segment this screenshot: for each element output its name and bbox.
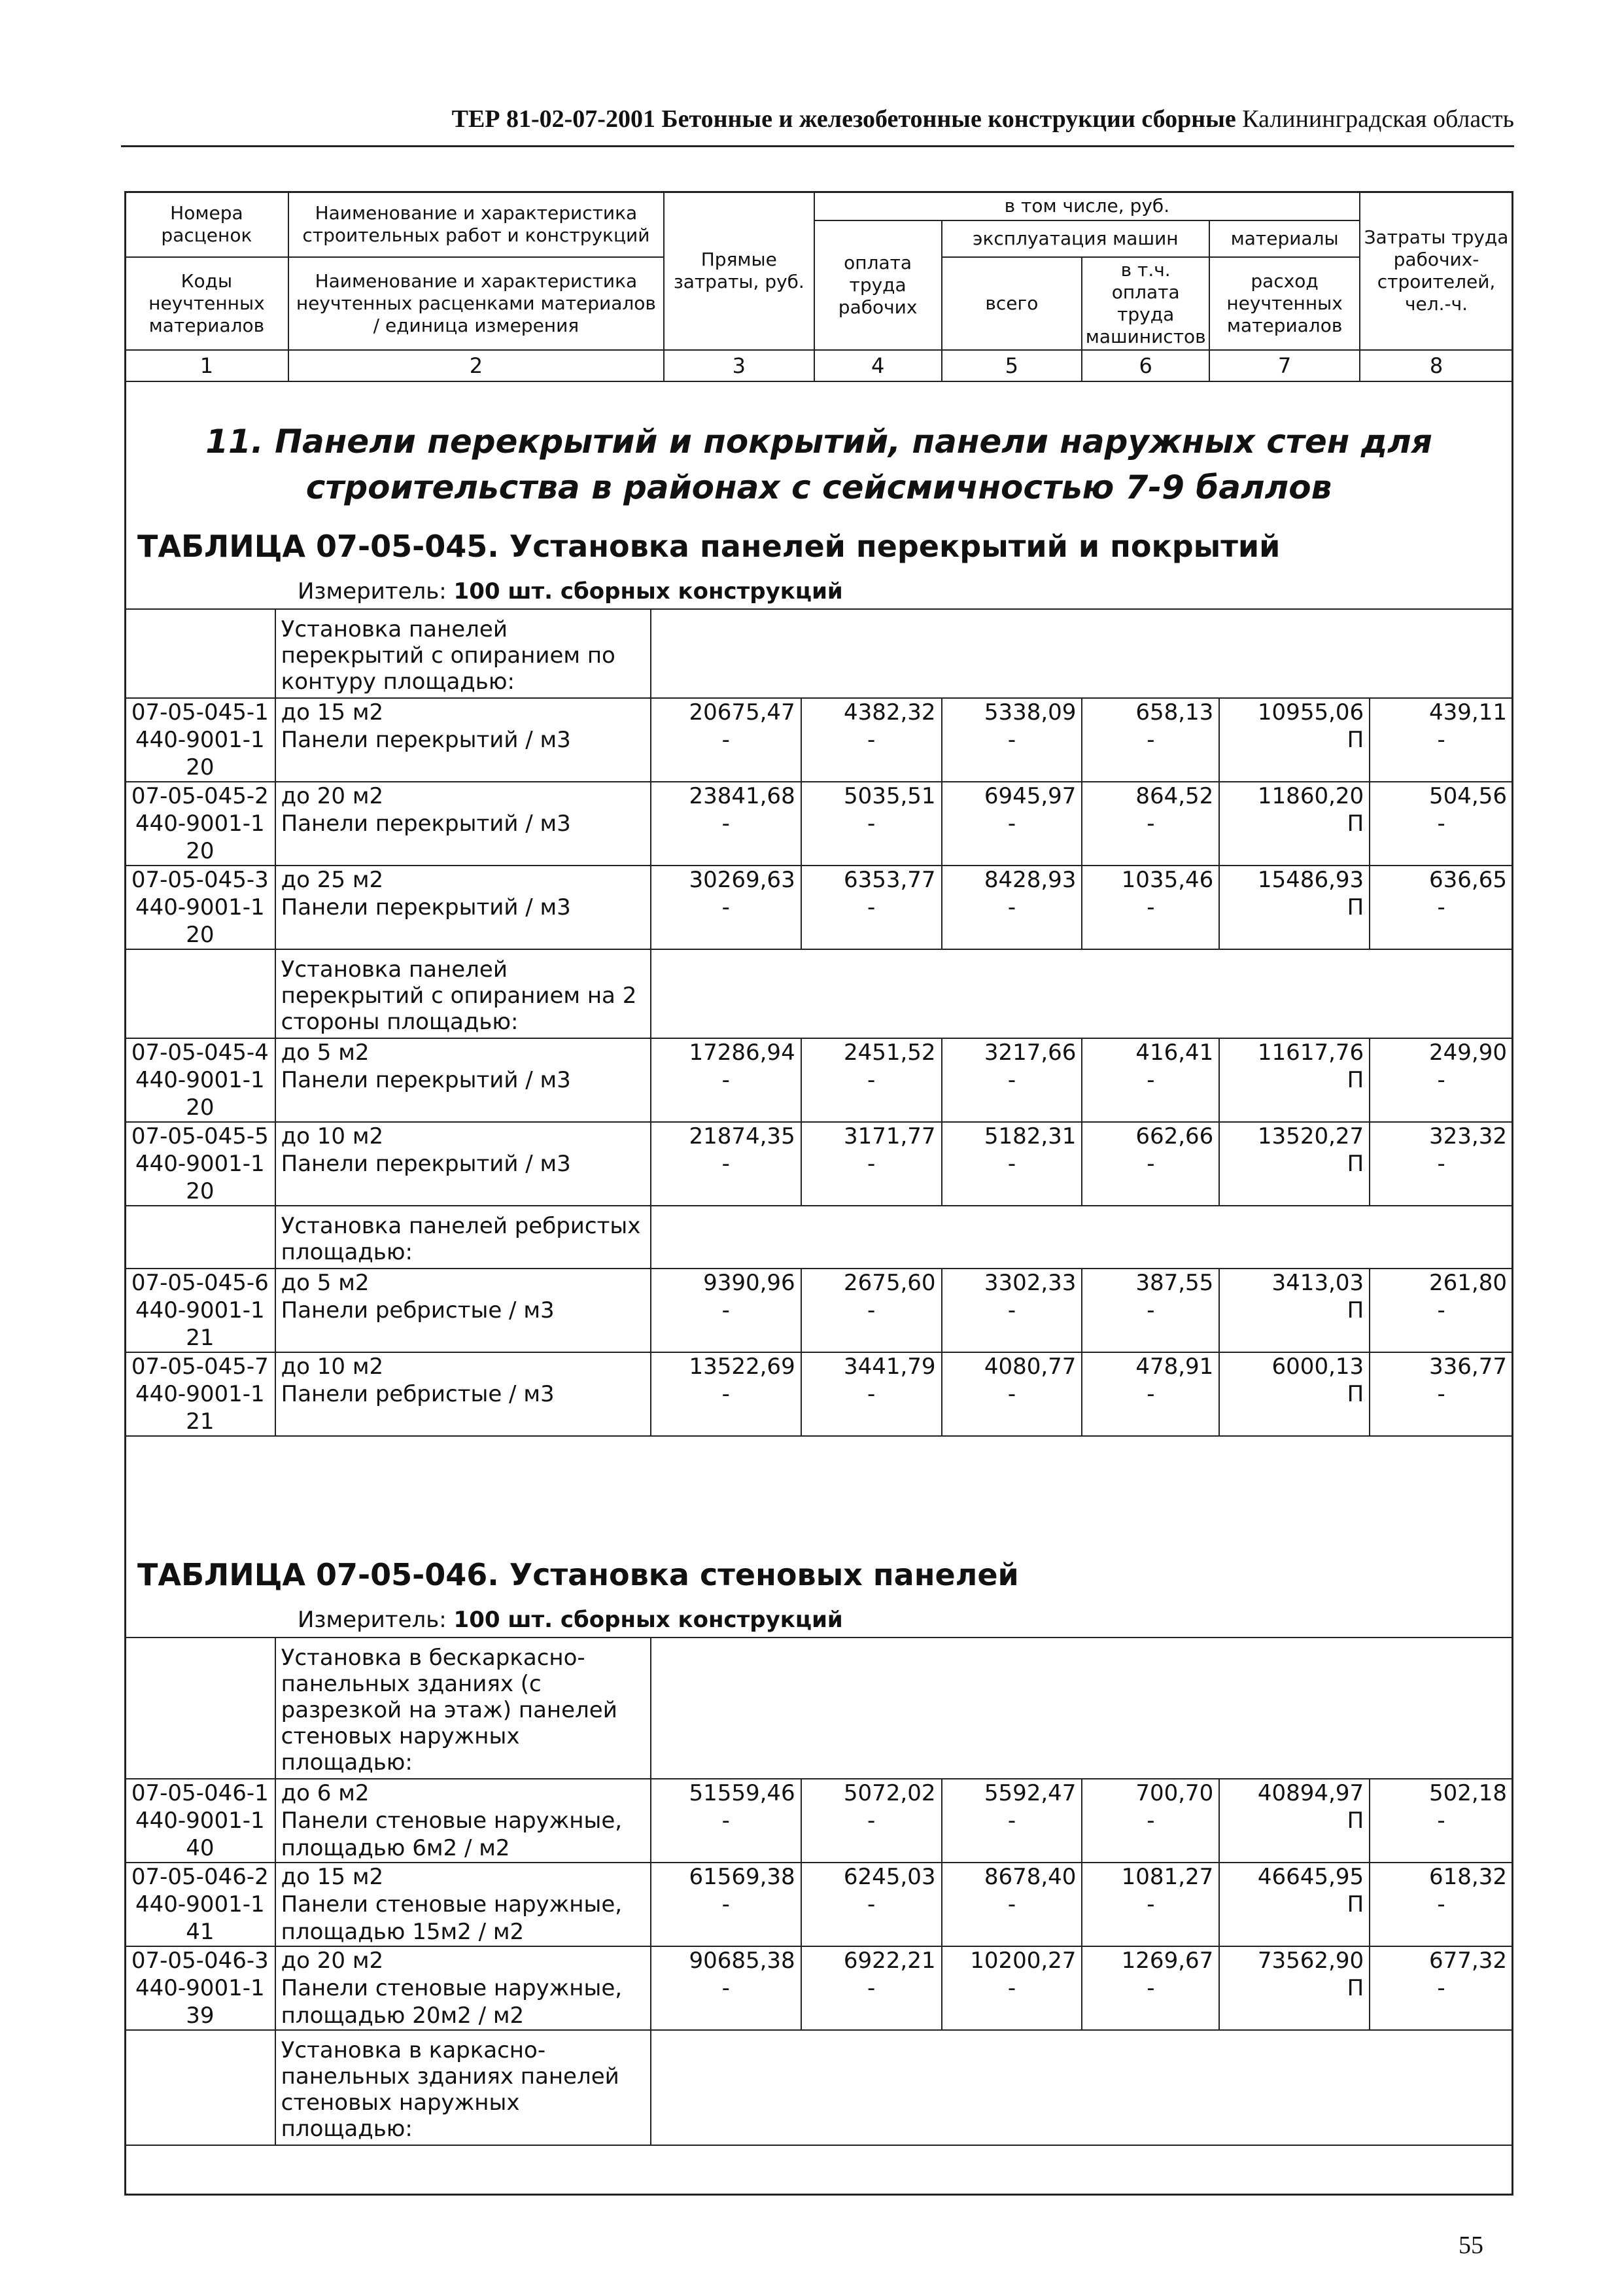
empty-dash: - <box>651 1974 801 2030</box>
empty-dash: - <box>1082 726 1219 782</box>
page-number: 55 <box>1459 2232 1483 2259</box>
material-code: 440-9001-121 <box>125 1297 275 1352</box>
unaccounted-material-mark: П <box>1219 894 1370 949</box>
unaccounted-material-mark: П <box>1219 1150 1370 1206</box>
rate-row <box>125 1038 1513 1066</box>
machines-total: 10200,27 <box>942 1946 1082 1974</box>
material-name: Панели стеновые наружные, площадью 15м2 / м2 <box>275 1891 651 1946</box>
col-num-1: 1 <box>125 350 288 381</box>
group-description: Установка панелей ребристых площадью: <box>275 1206 651 1269</box>
material-row <box>125 726 1513 782</box>
group-header-row <box>125 609 1513 698</box>
materials-cost: 11617,76 <box>1219 1038 1370 1066</box>
rate-code: 07-05-045-3 <box>125 866 275 894</box>
operators-pay: 478,91 <box>1082 1352 1219 1380</box>
machines-total: 5592,47 <box>942 1779 1082 1807</box>
empty-dash: - <box>1370 894 1513 949</box>
header-title: ТЕР 81-02-07-2001 Бетонные и железобетонные конструкции сборные <box>451 105 1236 133</box>
material-code: 440-9001-120 <box>125 1066 275 1122</box>
empty-dash: - <box>651 894 801 949</box>
table2-measure-label: Измеритель: <box>298 1607 447 1633</box>
rate-name: до 10 м2 <box>275 1122 651 1150</box>
rate-name: до 20 м2 <box>275 782 651 810</box>
material-code: 440-9001-139 <box>125 1974 275 2030</box>
labor-hours: 323,32 <box>1370 1122 1513 1150</box>
empty-dash: - <box>942 1807 1082 1863</box>
empty-dash: - <box>942 1380 1082 1436</box>
labor-hours: 677,32 <box>1370 1946 1513 1974</box>
empty-dash: - <box>942 894 1082 949</box>
col-header-2a: Наименование и характеристика строительных работ и конструкций <box>288 192 664 257</box>
empty-dash: - <box>1370 1807 1513 1863</box>
table1-measure-label: Измеритель: <box>298 578 447 604</box>
table2-title: ТАБЛИЦА 07-05-046. Установка стеновых панелей <box>137 1557 1019 1592</box>
operators-pay: 662,66 <box>1082 1122 1219 1150</box>
machines-total: 3302,33 <box>942 1269 1082 1297</box>
direct-cost: 30269,63 <box>651 866 801 894</box>
empty-dash: - <box>651 1150 801 1206</box>
material-code: 440-9001-120 <box>125 810 275 866</box>
col-header-7: расход неучтенных материалов <box>1209 257 1360 350</box>
direct-cost: 17286,94 <box>651 1038 801 1066</box>
table1-measure <box>298 578 843 604</box>
header-region: Калининградская область <box>1242 105 1514 133</box>
empty-dash: - <box>942 1297 1082 1352</box>
material-row <box>125 894 1513 949</box>
rate-row <box>125 1779 1513 1807</box>
material-name: Панели перекрытий / м3 <box>275 894 651 949</box>
rate-row <box>125 698 1513 726</box>
rate-code: 07-05-045-4 <box>125 1038 275 1066</box>
empty-dash: - <box>651 1891 801 1946</box>
operators-pay: 387,55 <box>1082 1269 1219 1297</box>
rate-row <box>125 1946 1513 1974</box>
col-num-7: 7 <box>1209 350 1360 381</box>
header-rule <box>121 145 1514 147</box>
material-name: Панели перекрытий / м3 <box>275 1150 651 1206</box>
rate-row <box>125 1269 1513 1297</box>
material-row <box>125 1974 1513 2030</box>
col-header-mat: материалы <box>1209 220 1360 257</box>
unaccounted-material-mark: П <box>1219 1891 1370 1946</box>
material-row <box>125 1807 1513 1863</box>
empty-dash: - <box>1082 894 1219 949</box>
machines-total: 8428,93 <box>942 866 1082 894</box>
col-num-6: 6 <box>1082 350 1209 381</box>
rate-name: до 5 м2 <box>275 1269 651 1297</box>
empty-dash: - <box>1370 1891 1513 1946</box>
empty-dash: - <box>651 1066 801 1122</box>
materials-cost: 15486,93 <box>1219 866 1370 894</box>
col-header-4: оплата труда рабочих <box>814 220 942 350</box>
rate-name: до 15 м2 <box>275 1863 651 1891</box>
rate-row <box>125 1122 1513 1150</box>
labor-hours: 261,80 <box>1370 1269 1513 1297</box>
material-code: 440-9001-120 <box>125 1150 275 1206</box>
direct-cost: 21874,35 <box>651 1122 801 1150</box>
material-row <box>125 1066 1513 1122</box>
rate-row <box>125 782 1513 810</box>
rate-code: 07-05-046-1 <box>125 1779 275 1807</box>
col-num-3: 3 <box>664 350 814 381</box>
direct-cost: 9390,96 <box>651 1269 801 1297</box>
group-description: Установка панелей перекрытий с опиранием по контуру площадью: <box>275 609 651 698</box>
rates-table-07-05-046 <box>124 1637 1513 2146</box>
col-header-5: всего <box>942 257 1082 350</box>
labor-hours: 502,18 <box>1370 1779 1513 1807</box>
rate-row <box>125 1352 1513 1380</box>
unaccounted-material-mark: П <box>1219 726 1370 782</box>
labor-hours: 249,90 <box>1370 1038 1513 1066</box>
material-row <box>125 1891 1513 1946</box>
rate-code: 07-05-046-2 <box>125 1863 275 1891</box>
operators-pay: 1269,67 <box>1082 1946 1219 1974</box>
empty-dash: - <box>942 726 1082 782</box>
group-empty-cell <box>651 949 1513 1038</box>
unaccounted-material-mark: П <box>1219 1380 1370 1436</box>
labor-pay: 6353,77 <box>801 866 942 894</box>
col-header-2b: Наименование и характеристика неучтенных расценками материалов / единица измерения <box>288 257 664 350</box>
empty-dash: - <box>942 1974 1082 2030</box>
rate-name: до 10 м2 <box>275 1352 651 1380</box>
rate-name: до 6 м2 <box>275 1779 651 1807</box>
direct-cost: 61569,38 <box>651 1863 801 1891</box>
col-header-3: Прямые затраты, руб. <box>664 192 814 350</box>
operators-pay: 658,13 <box>1082 698 1219 726</box>
empty-dash: - <box>1370 1150 1513 1206</box>
empty-dash: - <box>1082 1297 1219 1352</box>
empty-dash: - <box>801 1150 942 1206</box>
empty-dash: - <box>1370 726 1513 782</box>
direct-cost: 51559,46 <box>651 1779 801 1807</box>
group-code-cell <box>125 609 275 698</box>
group-empty-cell <box>651 609 1513 698</box>
section-title: 11. Панели перекрытий и покрытий, панели наружных стен для строительства в районах с сейсмичностью 7-9 баллов <box>205 423 1432 506</box>
running-header <box>121 105 1514 133</box>
empty-dash: - <box>651 726 801 782</box>
unaccounted-material-mark: П <box>1219 1974 1370 2030</box>
empty-dash: - <box>651 1807 801 1863</box>
col-num-4: 4 <box>814 350 942 381</box>
empty-dash: - <box>1370 1066 1513 1122</box>
material-name: Панели стеновые наружные, площадью 6м2 / м2 <box>275 1807 651 1863</box>
labor-pay: 5035,51 <box>801 782 942 810</box>
empty-dash: - <box>801 1066 942 1122</box>
rate-code: 07-05-045-6 <box>125 1269 275 1297</box>
material-code: 440-9001-121 <box>125 1380 275 1436</box>
material-row <box>125 1150 1513 1206</box>
material-row <box>125 1297 1513 1352</box>
empty-dash: - <box>651 1380 801 1436</box>
material-name: Панели перекрытий / м3 <box>275 1066 651 1122</box>
machines-total: 6945,97 <box>942 782 1082 810</box>
material-row <box>125 1380 1513 1436</box>
materials-cost: 13520,27 <box>1219 1122 1370 1150</box>
materials-cost: 11860,20 <box>1219 782 1370 810</box>
empty-dash: - <box>651 810 801 866</box>
group-description: Установка в каркасно-панельных зданиях панелей стеновых наружных площадью: <box>275 2030 651 2145</box>
labor-pay: 5072,02 <box>801 1779 942 1807</box>
empty-dash: - <box>942 1891 1082 1946</box>
group-header-row <box>125 1638 1513 1779</box>
rate-code: 07-05-045-5 <box>125 1122 275 1150</box>
empty-dash: - <box>801 1807 942 1863</box>
empty-dash: - <box>1370 1974 1513 2030</box>
materials-cost: 6000,13 <box>1219 1352 1370 1380</box>
material-row <box>125 810 1513 866</box>
materials-cost: 40894,97 <box>1219 1779 1370 1807</box>
empty-dash: - <box>942 1150 1082 1206</box>
group-header-row <box>125 1206 1513 1269</box>
col-num-5: 5 <box>942 350 1082 381</box>
group-empty-cell <box>651 1206 1513 1269</box>
machines-total: 5182,31 <box>942 1122 1082 1150</box>
material-code: 440-9001-120 <box>125 894 275 949</box>
unaccounted-material-mark: П <box>1219 810 1370 866</box>
labor-pay: 6922,21 <box>801 1946 942 1974</box>
empty-dash: - <box>1082 1380 1219 1436</box>
materials-cost: 10955,06 <box>1219 698 1370 726</box>
material-code: 440-9001-120 <box>125 726 275 782</box>
labor-pay: 3171,77 <box>801 1122 942 1150</box>
material-name: Панели перекрытий / м3 <box>275 810 651 866</box>
empty-dash: - <box>1082 1807 1219 1863</box>
rate-code: 07-05-046-3 <box>125 1946 275 1974</box>
empty-dash: - <box>801 1380 942 1436</box>
rate-name: до 5 м2 <box>275 1038 651 1066</box>
operators-pay: 1035,46 <box>1082 866 1219 894</box>
rate-code: 07-05-045-1 <box>125 698 275 726</box>
empty-dash: - <box>1370 1380 1513 1436</box>
labor-pay: 2451,52 <box>801 1038 942 1066</box>
table2-measure <box>298 1607 843 1633</box>
labor-pay: 3441,79 <box>801 1352 942 1380</box>
material-name: Панели перекрытий / м3 <box>275 726 651 782</box>
empty-dash: - <box>1082 1891 1219 1946</box>
direct-cost: 13522,69 <box>651 1352 801 1380</box>
material-code: 440-9001-140 <box>125 1807 275 1863</box>
material-name: Панели ребристые / м3 <box>275 1297 651 1352</box>
rate-name: до 25 м2 <box>275 866 651 894</box>
operators-pay: 864,52 <box>1082 782 1219 810</box>
rate-row <box>125 866 1513 894</box>
col-header-1a: Номера расценок <box>125 192 288 257</box>
operators-pay: 416,41 <box>1082 1038 1219 1066</box>
material-code: 440-9001-141 <box>125 1891 275 1946</box>
empty-dash: - <box>801 726 942 782</box>
rate-name: до 15 м2 <box>275 698 651 726</box>
labor-pay: 6245,03 <box>801 1863 942 1891</box>
empty-dash: - <box>1082 1066 1219 1122</box>
table2-measure-value: 100 шт. сборных конструкций <box>453 1607 843 1633</box>
unaccounted-material-mark: П <box>1219 1297 1370 1352</box>
operators-pay: 1081,27 <box>1082 1863 1219 1891</box>
group-code-cell <box>125 949 275 1038</box>
material-name: Панели ребристые / м3 <box>275 1380 651 1436</box>
group-code-cell <box>125 2030 275 2145</box>
materials-cost: 3413,03 <box>1219 1269 1370 1297</box>
column-header-table <box>124 191 1513 382</box>
empty-dash: - <box>1370 810 1513 866</box>
group-code-cell <box>125 1638 275 1779</box>
col-header-mach: эксплуатация машин <box>942 220 1210 257</box>
operators-pay: 700,70 <box>1082 1779 1219 1807</box>
labor-hours: 439,11 <box>1370 698 1513 726</box>
machines-total: 8678,40 <box>942 1863 1082 1891</box>
empty-dash: - <box>801 894 942 949</box>
empty-dash: - <box>651 1297 801 1352</box>
direct-cost: 90685,38 <box>651 1946 801 1974</box>
labor-hours: 504,56 <box>1370 782 1513 810</box>
empty-dash: - <box>801 1974 942 2030</box>
labor-pay: 4382,32 <box>801 698 942 726</box>
labor-pay: 2675,60 <box>801 1269 942 1297</box>
machines-total: 5338,09 <box>942 698 1082 726</box>
group-description: Установка панелей перекрытий с опиранием на 2 стороны площадью: <box>275 949 651 1038</box>
materials-cost: 73562,90 <box>1219 1946 1370 1974</box>
machines-total: 4080,77 <box>942 1352 1082 1380</box>
direct-cost: 20675,47 <box>651 698 801 726</box>
group-code-cell <box>125 1206 275 1269</box>
table1-title: ТАБЛИЦА 07-05-045. Установка панелей перекрытий и покрытий <box>137 529 1281 564</box>
labor-hours: 636,65 <box>1370 866 1513 894</box>
empty-dash: - <box>1082 1150 1219 1206</box>
unaccounted-material-mark: П <box>1219 1066 1370 1122</box>
machines-total: 3217,66 <box>942 1038 1082 1066</box>
empty-dash: - <box>1370 1297 1513 1352</box>
col-header-8: Затраты труда рабочих-строителей, чел.-ч. <box>1360 192 1513 350</box>
empty-dash: - <box>942 1066 1082 1122</box>
group-empty-cell <box>651 2030 1513 2145</box>
rate-code: 07-05-045-2 <box>125 782 275 810</box>
empty-dash: - <box>801 1297 942 1352</box>
unaccounted-material-mark: П <box>1219 1807 1370 1863</box>
empty-dash: - <box>801 810 942 866</box>
rate-code: 07-05-045-7 <box>125 1352 275 1380</box>
empty-dash: - <box>942 810 1082 866</box>
table1-measure-value: 100 шт. сборных конструкций <box>453 578 843 604</box>
group-empty-cell <box>651 1638 1513 1779</box>
empty-dash: - <box>1082 810 1219 866</box>
material-name: Панели стеновые наружные, площадью 20м2 / м2 <box>275 1974 651 2030</box>
direct-cost: 23841,68 <box>651 782 801 810</box>
col-header-1b: Коды неучтенных материалов <box>125 257 288 350</box>
materials-cost: 46645,95 <box>1219 1863 1370 1891</box>
labor-hours: 336,77 <box>1370 1352 1513 1380</box>
col-header-incl: в том числе, руб. <box>814 192 1360 220</box>
group-header-row <box>125 2030 1513 2145</box>
empty-dash: - <box>1082 1974 1219 2030</box>
group-header-row <box>125 949 1513 1038</box>
rate-row <box>125 1863 1513 1891</box>
col-num-2: 2 <box>288 350 664 381</box>
col-num-8: 8 <box>1360 350 1513 381</box>
labor-hours: 618,32 <box>1370 1863 1513 1891</box>
empty-dash: - <box>801 1891 942 1946</box>
group-description: Установка в бескаркасно-панельных зданиях (с разрезкой на этаж) панелей стеновых наружных площадью: <box>275 1638 651 1779</box>
rates-table-07-05-045 <box>124 608 1513 1437</box>
col-header-6: в т.ч. оплата труда машинистов <box>1082 257 1209 350</box>
rate-name: до 20 м2 <box>275 1946 651 1974</box>
